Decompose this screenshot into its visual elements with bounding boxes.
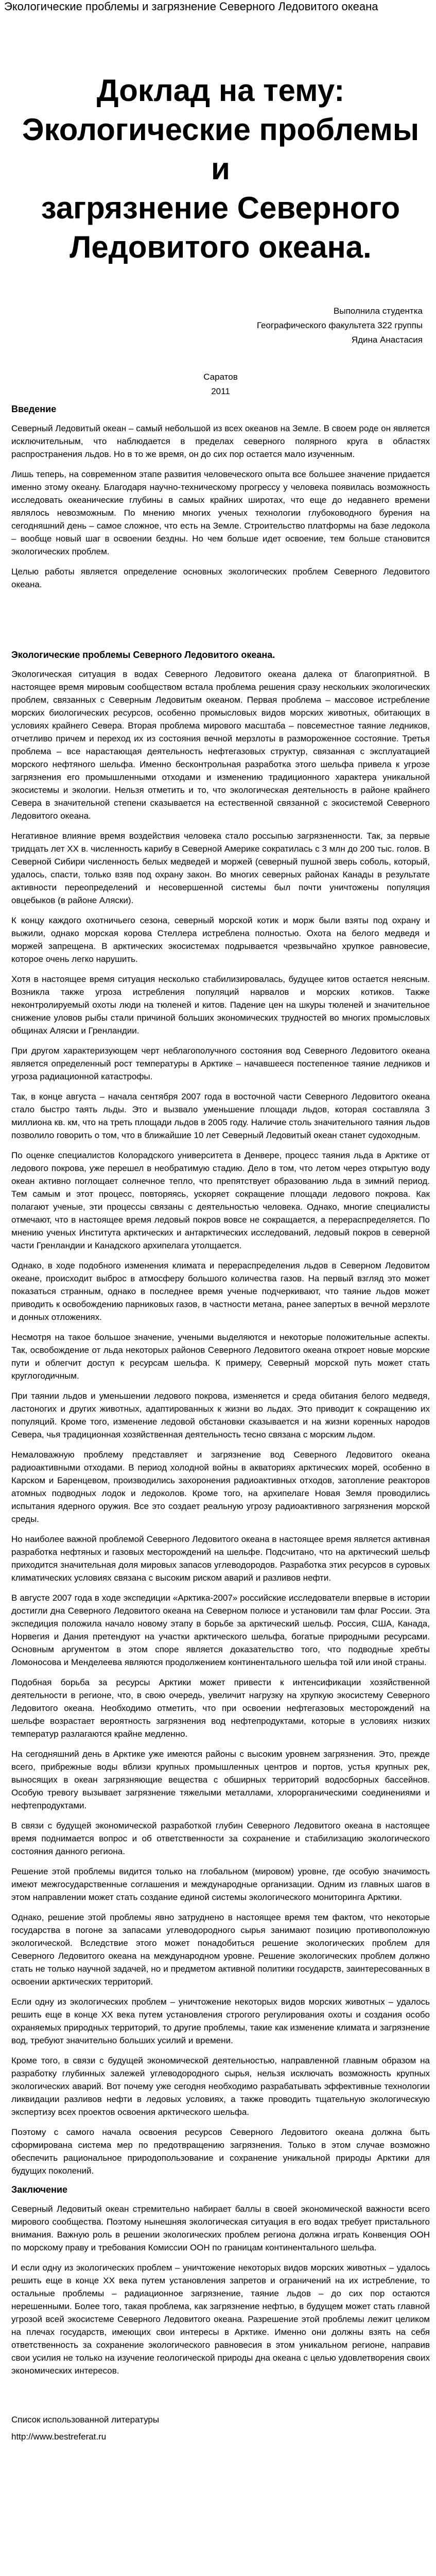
city: Саратов: [203, 372, 238, 382]
paragraph: Немаловажную проблему представляет и загрязнение вод Северного Ледовитого океана радиоактивными отходами. В период холодной войны в акваториях арктических морей, особенно в Карском и Баренцевом, производились захоронения радиоактивных отходов, затопление реакторов атомных подводных лодок и ледоколов. Кроме того, на архипелаге Новая Земля проводились испытания ядерного оружия. Все это создает реальную угрозу радиоактивного загрязнения морской среды.: [11, 1450, 430, 1524]
main-section: [11, 668, 430, 2177]
author-block: [11, 304, 430, 347]
paragraph: Несмотря на такое большое значение, учеными выделяются и некоторые положительные аспекты. Так, освобождение от льда некоторых районов Северного Ледовитого океана откроет новые морские пути и облегчит доступ к ресурсам шельфа. К примеру, Северный морской путь может стать круглогодичным.: [11, 1332, 430, 1381]
paragraph: На сегодняшний день в Арктике уже имеются районы с высоким уровнем загрязнения. Это, прежде всего, прибрежные воды вблизи крупных промышленных центров и портов, устья крупных рек, выносящих в океан загрязняющие вещества с обширных территорий водосборных бассейнов. Особую тревогу вызывает загрязнение тяжелыми металлами, хлорорганическими соединениями и нефтепродуктами.: [11, 1749, 430, 1810]
title-line: Доклад на тему:: [96, 73, 345, 108]
paragraph: В августе 2007 года в ходе экспедиции «Арктика-2007» российские исследователи впервые в истории достигли дна Северного Ледовитого океана на Северном полюсе и установили там флаг России. Эта экспедиция положила начало новому этапу в борьбе за арктический шельф. Россия, США, Канада, Норвегия и Дания претендуют на участки арктического шельфа, богатые природными ресурсами. Основным аргументом в этом споре является доказательство того, что подводные хребты Ломоносова и Менделеева являются продолжением континентального шельфа той или иной страны.: [11, 1593, 430, 1667]
paragraph: Однако, решение этой проблемы явно затруднено в настоящее время тем фактом, что некоторые государства в погоне за запасами углеводородного сырья занимают позицию противоположную экологической. Вследствие этого может понадобиться решение экологических проблем для Северного Ледовитого океана на международном уровне. Решение экологических проблем должно стать не только научной задачей, но и предметом активной политики государств, заинтересованных в освоении арктических территорий.: [11, 1912, 430, 1987]
document-body: [0, 71, 436, 2443]
paragraph: И если одну из экологических проблем – уничтожение некоторых видов морских животных – удалось решить еще в конце XX века путем установления запретов и ограничений на их истребление, то остальные проблемы – радиационное загрязнение, таяние льдов – до сих пор остаются нерешенными. Более того, такая проблема, как загрязнение нефтью, в будущем может стать главной угрозой всей экосистеме Северного Ледовитого океана. Разрешение этой проблемы лежит целиком на плечах государств, имеющих свои интересы в Арктике. Именно они должны взять на себя ответственность за сохранение экологического равновесия в этом уникальном регионе, направив свои усилия не только на изучение геологической природы дна океана с целью удовлетворения своих экономических интересов.: [11, 2263, 430, 2376]
page-header: Экологические проблемы и загрязнение Северного Ледовитого океана: [4, 0, 378, 13]
year: 2011: [211, 386, 230, 396]
paragraph: Однако, в ходе подобного изменения климата и перераспределения льдов в Северном Ледовитом океане, происходит выброс в атмосферу большого количества газов. На первый взгляд это может показаться странным, однако в последнее время ученые подчеркивают, что таяние льдов может приводить к освобождению парниковых газов, в частности метана, ранее запертых в вечной мерзлоте и донных отложениях.: [11, 1261, 430, 1322]
report-title: [11, 71, 430, 267]
paragraph: По оценке специалистов Колорадского университета в Денвере, процесс таяния льда в Арктике от ледового покрова, уже перешел в необратимую стадию. Дело в том, что летом через открытую воду океан активно поглощает солнечное тепло, что препятствует образованию льда в зимний период. Тем самым и этот процесс, повторяясь, ускоряет сокращение площади ледового покрова. Как полагают ученые, эти процессы связаны с деятельностью человека. Однако, многие специалисты отмечают, что в настоящее время ледовый покров вовсе не сокращается, а перераспределяется. По мнению ученых Института арктических и антарктических исследований, ледовый покров в северной части Гренландии и Канадского архипелага утолщается.: [11, 1150, 430, 1250]
main-heading: Экологические проблемы Северного Ледовитого океана.: [11, 650, 275, 660]
references-title: Список использованной литературы: [11, 2415, 160, 2425]
paragraph: При таянии льдов и уменьшении ледового покрова, изменяется и среда обитания белого медведя, ластоногих и других животных, адаптированных к жизни во льдах. Это приводит к сокращению их популяций. Кроме того, изменение ледовой обстановки сказывается и на жизни коренных народов Севера, чья традиционная хозяйственная деятельность тесно связана с морским льдом.: [11, 1391, 430, 1439]
paragraph: В связи с будущей экономической разработкой глубин Северного Ледовитого океана в настоящее время поднимается вопрос и об ответственности за сохранение и стабилизацию экологического состояния данного региона.: [11, 1821, 430, 1856]
intro-heading: Введение: [11, 404, 57, 414]
paragraph: Кроме того, в связи с будущей экономической деятельностью, направленной главным образом на разработку глубинных залежей углеводородного сырья, нельзя исключать возможность крупных экологических аварий. Вот почему уже сегодня необходимо разрабатывать эффективные технологии ликвидации разливов нефти в ледовых условиях, а также проводить тщательную экологическую экспертизу всех проектов освоения арктического шельфа.: [11, 2056, 430, 2117]
paragraph: Целью работы является определение основных экологических проблем Северного Ледовитого океана.: [11, 567, 430, 589]
paragraph: К концу каждого охотничьего сезона, северный морской котик и морж были взяты под охрану и выжили, однако морская корова Стеллера истреблена полностью. Охота на белого медведя и моржей запрещена. В арктических экосистемах подрывается чрезвычайно хрупкое равновесие, которое очень легко нарушить.: [11, 916, 430, 964]
paragraph: Поэтому с самого начала освоения ресурсов Северного Ледовитого океана должна быть сформирована система мер по предотвращению загрязнения. Только в этом случае возможно обеспечить рациональное природопользование и сохранение уникальной природы Арктики для будущих поколений.: [11, 2127, 430, 2176]
author-line: Ядина Анастасия: [351, 335, 423, 345]
paragraph: Негативное влияние время воздействия человека стало россыпью загрязненности. Так, за первые тридцать лет XX в. численность карибу в Северной Америке сократилась с 3 млн до 200 тыс. голов. В Северной Сибири численность белых медведей и моржей (северный пушной зверь соболь, который, удалось, спасти, только взяв под охрану закон. Во многих северных районах Канады в результате активности переопределений и несовершенной системы был почти уничтожены популяция овцебыков (в районе Аляски).: [11, 831, 430, 905]
paragraph: Так, в конце августа – начала сентября 2007 года в восточной части Северного Ледовитого океана стало быстро таять льды. Это и вызвало уменьшение площади льдов, которая составляла 3 миллиона кв. км, что на треть площади льдов в 2005 году. Наличие столь значительного таяния льдов позволило говорить о том, что в ближайшие 10 лет Северный Ледовитый океан станет судоходным.: [11, 1092, 430, 1140]
paragraph: Решение этой проблемы видится только на глобальном (мировом) уровне, где особую значимость имеют межгосударственные соглашения и международные организации. Одним из главных шагов в этом направлении может стать создание единой системы экологического мониторинга Арктики.: [11, 1867, 430, 1902]
conclusion-section: [11, 2202, 430, 2377]
title-line: Ледовитого океана.: [69, 230, 372, 264]
conclusion-heading: Заключение: [11, 2184, 68, 2195]
paragraph: Северный Ледовитый океан стремительно набирает баллы в своей экономической важности всего мирового сообщества. Поэтому нынешняя экологическая ситуация в его водах требует пристального внимания. Важную роль в решении экологических проблем региона должна играть Конвенция ООН по морскому праву и требования Комиссии ООН по границам континентального шельфа.: [11, 2204, 430, 2252]
title-line: загрязнение Северного: [41, 191, 400, 225]
paragraph: Если одну из экологических проблем – уничтожение некоторых видов морских животных – удалось решить еще в конце XX века путем установления строгого регулирования охоты и создания особо охраняемых природных территорий, то другие проблемы, такие как изменение климата и загрязнение вод, требуют значительно больших усилий и времени.: [11, 1997, 430, 2045]
paragraph: Северный Ледовитый океан – самый небольшой из всех океанов на Земле. В своем роде он является исключительным, что наблюдается в пределах северного полярного круга в областях распространения льдов. Но в то же время, он до сих пор остается мало изученным.: [11, 423, 430, 459]
paragraph: Подобная борьба за ресурсы Арктики может привести к интенсификации хозяйственной деятельности в регионе, что, в свою очередь, увеличит нагрузку на хрупкую экосистему Северного Ледовитого океана. Необходимо отметить, что при освоении нефтегазовых месторождений на шельфе возрастает вероятность загрязнения вод нефтепродуктами, которые в условиях низких температур разлагаются крайне медленно.: [11, 1677, 430, 1739]
paragraph: Хотя в настоящее время ситуация несколько стабилизировалась, будущее китов остается неясным. Возникла также угроза истребления популяций нарвалов и морских котиков. Также неконтролируемый охоты люди на тюленей и китов. Падение цен на шкуры тюленей и значительное снижение уловов рыбы стали причиной больших экономических трудностей во многих промысловых общинах Аляски и Гренландии.: [11, 974, 430, 1036]
paragraph: Лишь теперь, на современном этапе развития человеческого опыта все большее значение придается именно этому океану. Благодаря научно-техническому прогрессу у человека появилась возможность исследовать океанические глубины в самых крайних широтах, что еще до недавнего времени являлось невозможным. По мнению многих ученых технологии глубоководного бурения на сегодняшний день – самое сложное, что есть на Земле. Строительство платформы на базе ледокола – вообще новый шаг в освоении бездны. Но чем больше идет освоение, тем больше становится экологических проблем.: [11, 469, 430, 556]
title-line: Экологические проблемы и: [22, 112, 420, 186]
paragraph: При другом характеризующем черт неблагополучного состояния вод Северного Ледовитого океана является определенный рост температуры в Арктике – начавшееся постепенное таяние ледников и угроза радиационной катастрофы.: [11, 1046, 430, 1081]
references-list: [11, 2430, 430, 2443]
paragraph: Экологическая ситуация в водах Северного Ледовитого океана далека от благоприятной. В настоящее время мировым сообществом встала проблема решения сразу нескольких экологических проблем, связанных с Северным Ледовитым океаном. Первая проблема – массовое истребление морских биологических ресурсов, особенно промысловых видов морских животных, обитающих в условиях крайнего Севера. Вторая проблема мирового масштаба – повсеместное таяние ледников, отчетливо причем и переход их из состояния вечной мерзлоты в размороженное состояние. Третья проблема – все нарастающая деятельность нефтегазовых структур, связанная с эксплуатацией морского нефтяного шельфа. Именно бесконтрольная разработка этого шельфа привела к угрозе загрязнения его промышленными отходами и изменению традиционного характера уникальной экосистемы и экологии. Нельзя отметить и то, что экологическая деятельность в районе крайнего Севера в значительной степени сказывается на естественной связанной с экосистемой Северного Ледовитого океана.: [11, 669, 430, 821]
author-line: Географического факультета 322 группы: [256, 320, 423, 330]
author-line: Выполнила студентка: [334, 306, 423, 316]
intro-section: [11, 422, 430, 591]
references: [11, 2413, 430, 2443]
reference-link[interactable]: http://www.bestreferat.ru: [11, 2432, 107, 2442]
paragraph: Но наиболее важной проблемой Северного Ледовитого океана в настоящее время является активная разработка нефтяных и газовых месторождений на шельфе. Подсчитано, что на арктический шельф приходится значительная доля мировых запасов углеводородов. Разработка этих ресурсов в суровых климатических условиях связана с высоким риском аварий и разливов нефти.: [11, 1534, 430, 1583]
